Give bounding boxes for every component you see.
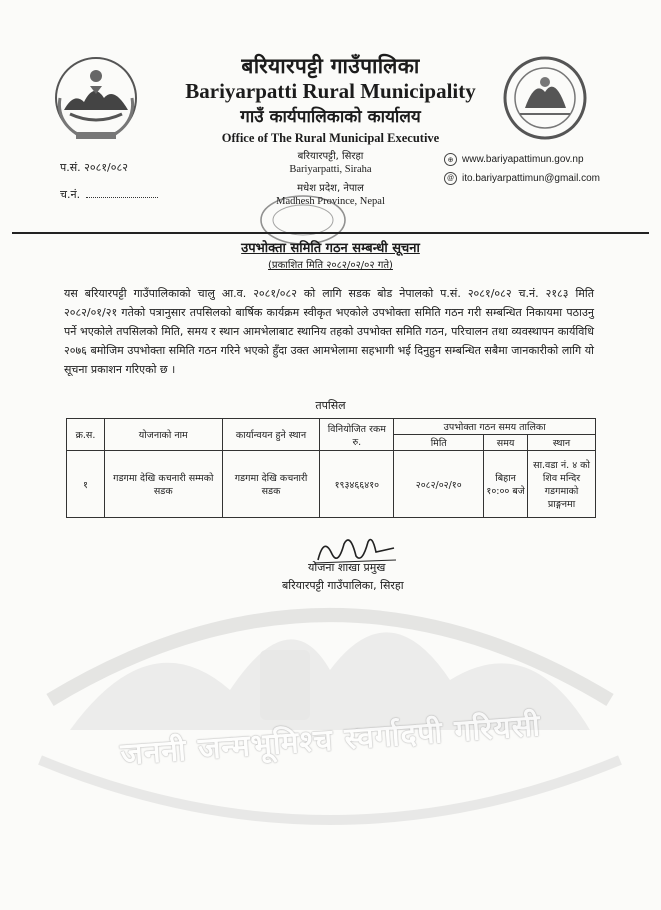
cell-date: २०८२/०२/१० <box>394 451 484 518</box>
table-header-row <box>67 419 596 435</box>
publish-date-text: (प्रकाशित मिति २०८२/०२/०२ गते) <box>268 260 393 271</box>
globe-icon: ⊕ <box>444 153 457 166</box>
fiscal-year: प.सं. २०८१/०८२ <box>60 161 128 174</box>
signatory-title: योजना शाखा प्रमुख <box>308 561 386 574</box>
office-name-en: Office of The Rural Municipal Executive <box>221 131 440 145</box>
municipality-name-ne: बरियारपट्टी गाउँपालिका <box>241 54 420 78</box>
address-ne: बरियारपट्टी, सिरहा <box>297 151 364 162</box>
cell-place: गडगमा देखि कचनारी सडक <box>222 451 320 518</box>
office-name-ne: गाउँ कार्यपालिकाको कार्यालय <box>240 107 421 127</box>
header-implementation-place: कार्यान्वयन हुने स्थान <box>222 419 320 451</box>
email-contact <box>444 172 600 185</box>
table-row <box>67 451 596 518</box>
header-budget: विनियोजित रकम रु. <box>320 419 394 451</box>
email-icon: @ <box>444 172 457 185</box>
header-time: समय <box>484 435 528 451</box>
cell-budget: १९३४६६४१० <box>320 451 394 518</box>
municipality-name-en: Bariyarpatti Rural Municipality <box>185 79 476 103</box>
header-plan-name: योजनाको नाम <box>104 419 222 451</box>
cell-plan: गडगमा देखि कचनारी सम्मको सडक <box>104 451 222 518</box>
province-ne: मधेश प्रदेश, नेपाल <box>297 183 364 194</box>
website-text: www.bariyapattimun.gov.np <box>462 154 584 165</box>
header-venue: स्थान <box>528 435 596 451</box>
header-sn: क्र.स. <box>67 419 105 451</box>
signatory-org: बरियारपट्टी गाउँपालिका, सिरहा <box>282 579 404 592</box>
publish-date <box>0 257 661 271</box>
watermark-slogan: जननी जन्मभूमिश्च स्वर्गादपी गरियसी <box>119 708 542 773</box>
notice-title: उपभोक्ता समिति गठन सम्बन्धी सूचना <box>241 241 420 256</box>
chalani-number <box>60 187 158 202</box>
email-text: ito.bariyarpattimun@gmail.com <box>462 173 600 184</box>
header-divider <box>12 232 649 234</box>
header-schedule: उपभोक्ता गठन समय तालिका <box>394 419 596 435</box>
address-en: Bariyarpatti, Siraha <box>289 164 372 175</box>
chalani-blank <box>86 197 158 198</box>
header-date: मिति <box>394 435 484 451</box>
notice-body: यस बरियारपट्टी गाउँपालिकाको चालु आ.व. २०८१/०८२ को लागि सडक बोड नेपालको प.सं. २०८१/०८२ च.नं. २१८३ मिति २०८२/०१/२१ गतेको पत्रानुसार तपसिलको बार्षिक कार्यक्रम स्वीकृत भएकोले उपभोक्ता समिति गठन गरी सम्बन्धित निकायमा पठाउनु पर्ने भएकोले तपसिलको मिति, समय र स्थान आमभेलाबाट स्थानिय तहको उपभोक्त समिति गठन, परिचालन तथा व्यवस्थापन कार्यविधि २०७६ बमोजिम उपभोक्ता समिति गठन गरिने भएको हुँदा उक्त आमभेलामा सहभागी भई दिनुहुन सम्बन्धित सबैमा जानकारीको लागि यो सूचना प्रकाशन गरिएको छ । <box>64 287 594 376</box>
details-heading: तपसिल <box>315 399 346 412</box>
cell-time: बिहान १०:०० बजे <box>484 451 528 518</box>
cell-venue: सा.वडा नं. ४ को शिव मन्दिर गडगमाको प्राङ्गनमा <box>528 451 596 518</box>
schedule-table <box>66 418 596 518</box>
chalani-label: च.नं. <box>60 188 81 201</box>
cell-sn: १ <box>67 451 105 518</box>
website-contact <box>444 153 584 166</box>
province-en: Madhesh Province, Nepal <box>276 196 385 207</box>
